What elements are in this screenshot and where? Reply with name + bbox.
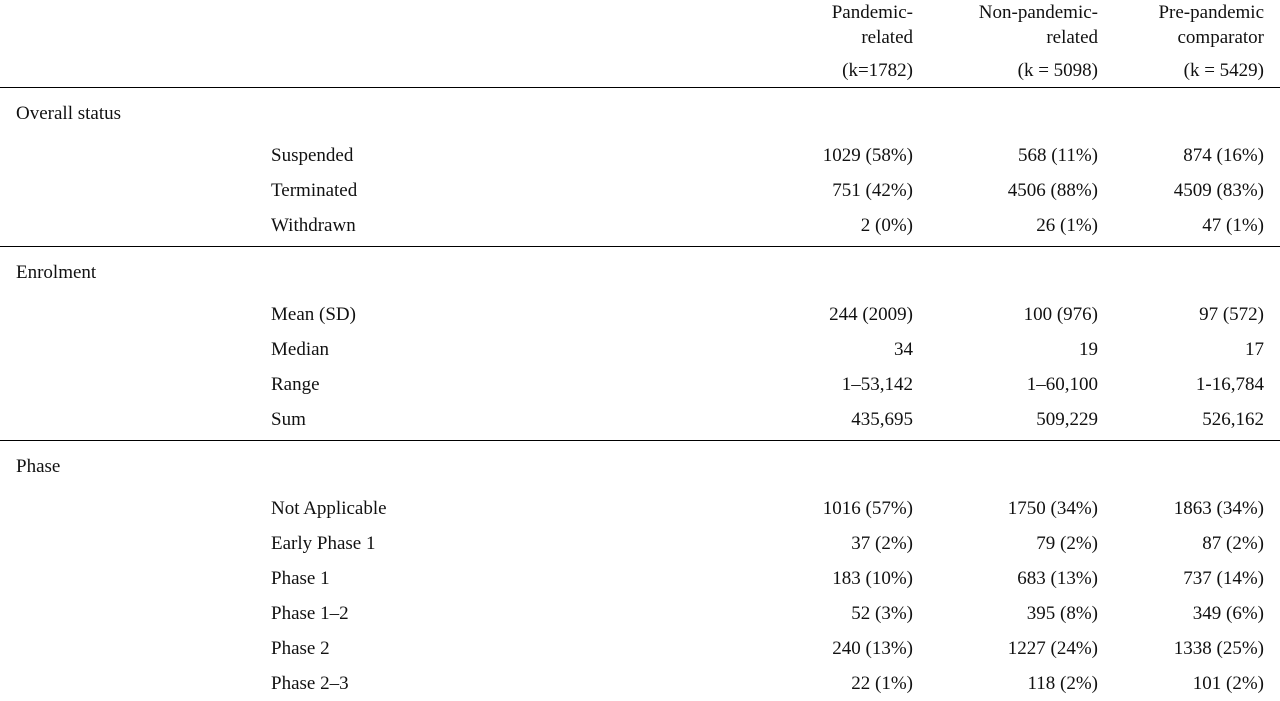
table-row [0, 367, 1280, 402]
table-cell: 47 (1%) [1202, 215, 1264, 236]
table-row [0, 138, 1280, 173]
table-cell: 683 (13%) [1017, 568, 1098, 589]
row-label: Early Phase 1 [271, 533, 376, 554]
section-phase [0, 441, 1280, 701]
table-cell: 568 (11%) [1017, 145, 1098, 166]
table-cell: 1016 (57%) [822, 498, 913, 519]
table-cell: 435,695 [851, 409, 913, 430]
table-row [0, 173, 1280, 208]
table-row [0, 297, 1280, 332]
row-label: Phase 2 [271, 638, 330, 659]
table-cell: 1863 (34%) [1173, 498, 1264, 519]
table-cell: 1750 (34%) [1007, 498, 1098, 519]
column-header-line2: comparator [1177, 27, 1264, 48]
table-cell: 1–60,100 [1026, 374, 1098, 395]
table-row [0, 526, 1280, 561]
table-cell: 97 (572) [1199, 304, 1264, 325]
row-label: Phase 2–3 [271, 673, 349, 694]
table-cell: 526,162 [1202, 409, 1264, 430]
table-cell: 4509 (83%) [1173, 180, 1264, 201]
row-label: Mean (SD) [271, 304, 356, 325]
section-title: Phase [16, 456, 61, 477]
row-label: Phase 1 [271, 568, 330, 589]
column-header-line1: Pandemic- [831, 2, 913, 23]
table-cell: 87 (2%) [1202, 533, 1264, 554]
table-cell: 1–53,142 [841, 374, 913, 395]
table-cell: 874 (16%) [1183, 145, 1264, 166]
table-cell: 52 (3%) [851, 603, 913, 624]
row-label: Suspended [271, 145, 354, 166]
table-cell: 751 (42%) [832, 180, 913, 201]
table-row [0, 561, 1280, 596]
section-spacer [0, 122, 1280, 138]
column-header-pre-pandemic-comparator [1064, 0, 1264, 83]
table-cell: 395 (8%) [1026, 603, 1098, 624]
section-title: Overall status [16, 103, 122, 124]
table-cell: 1338 (25%) [1173, 638, 1264, 659]
table-row [0, 631, 1280, 666]
table-cell: 34 [894, 339, 913, 360]
table-cell: 118 (2%) [1027, 673, 1098, 694]
section-spacer [0, 475, 1280, 491]
column-header-line2: related [861, 27, 913, 48]
table-cell: 349 (6%) [1192, 603, 1264, 624]
table-row [0, 332, 1280, 367]
row-label: Phase 1–2 [271, 603, 349, 624]
column-header-line2: related [1046, 27, 1098, 48]
table-cell: 22 (1%) [851, 673, 913, 694]
row-label: Sum [271, 409, 306, 430]
row-label: Terminated [271, 180, 358, 201]
table-cell: 101 (2%) [1192, 673, 1264, 694]
column-header-line1: Non-pandemic- [978, 2, 1098, 23]
table-cell: 737 (14%) [1183, 568, 1264, 589]
table-row [0, 402, 1280, 437]
table-cell: 26 (1%) [1036, 215, 1098, 236]
table-cell: 4506 (88%) [1007, 180, 1098, 201]
table-row [0, 208, 1280, 243]
table-cell: 19 [1079, 339, 1098, 360]
section-overall-status [0, 88, 1280, 247]
column-header-k: (k = 5098) [1017, 60, 1098, 81]
section-spacer [0, 281, 1280, 297]
table-row [0, 491, 1280, 526]
section-title: Enrolment [16, 262, 97, 283]
row-label: Not Applicable [271, 498, 387, 519]
table-header [0, 0, 1280, 88]
table-cell: 509,229 [1036, 409, 1098, 430]
table-cell: 17 [1245, 339, 1264, 360]
table-cell: 2 (0%) [860, 215, 913, 236]
column-header-k: (k=1782) [842, 60, 913, 81]
row-label: Range [271, 374, 320, 395]
table-cell: 1-16,784 [1195, 374, 1264, 395]
column-header-pandemic-related [713, 0, 913, 83]
table-cell: 183 (10%) [832, 568, 913, 589]
table-cell: 240 (13%) [832, 638, 913, 659]
column-header-k: (k = 5429) [1183, 60, 1264, 81]
section-bottom-padding [0, 243, 1280, 246]
table-cell: 1029 (58%) [822, 145, 913, 166]
row-label: Median [271, 339, 330, 360]
table-cell: 79 (2%) [1036, 533, 1098, 554]
section-enrolment [0, 247, 1280, 441]
table-cell: 37 (2%) [851, 533, 913, 554]
table-row [0, 596, 1280, 631]
row-label: Withdrawn [271, 215, 356, 236]
table-cell: 244 (2009) [829, 304, 913, 325]
table-cell: 1227 (24%) [1007, 638, 1098, 659]
section-bottom-padding [0, 437, 1280, 440]
column-header-line1: Pre-pandemic [1158, 2, 1264, 23]
table-cell: 100 (976) [1023, 304, 1098, 325]
table-row [0, 666, 1280, 701]
